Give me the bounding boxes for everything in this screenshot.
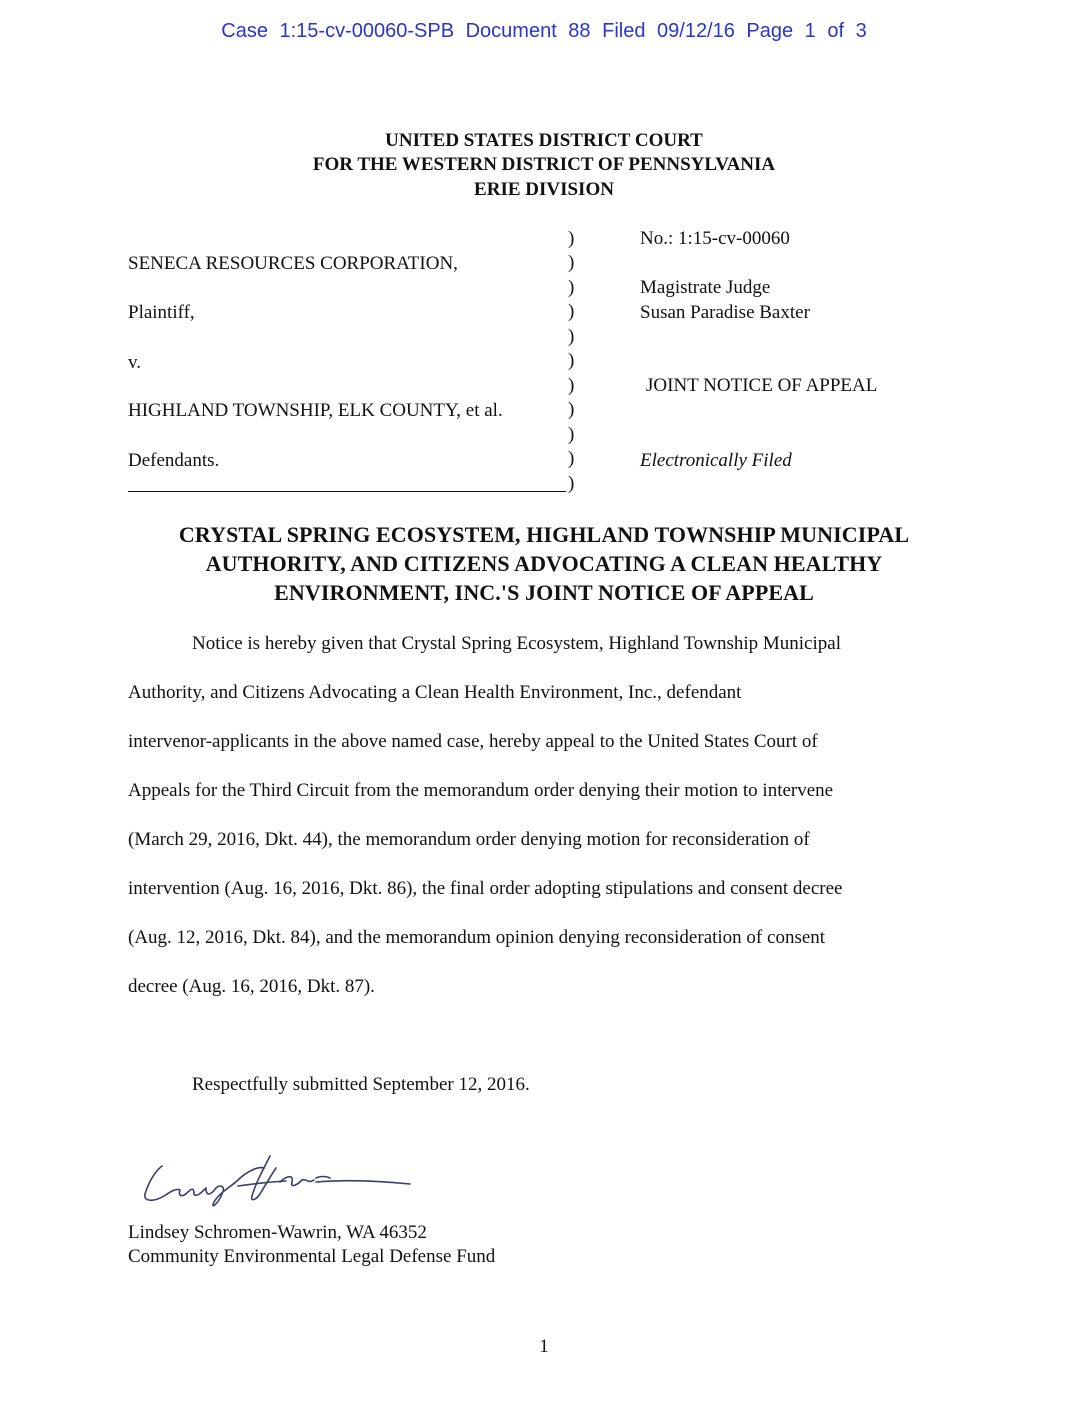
case-header-stamp: Case 1:15-cv-00060-SPB Document 88 Filed 09/12/16 Page 1 of 3 [221, 20, 867, 42]
court-division: ERIE DIVISION [474, 179, 614, 200]
judge-title: Magistrate Judge [640, 277, 771, 298]
body-line: Appeals for the Third Circuit from the memorandum order denying their motion to intervene [128, 780, 834, 801]
page-number: 1 [539, 1336, 549, 1357]
body-line: intervention (Aug. 16, 2016, Dkt. 86), the final order adopting stipulations and consent decree [128, 878, 843, 899]
closing-statement: Respectfully submitted September 12, 2016. [192, 1074, 530, 1095]
signer-name: Lindsey Schromen-Wawrin, WA 46352 [128, 1222, 427, 1243]
caption-paren: ) [568, 350, 575, 371]
body-line: (Aug. 12, 2016, Dkt. 84), and the memorandum opinion denying reconsideration of consent [128, 927, 826, 948]
document-title-line-3: ENVIRONMENT, INC.'S JOINT NOTICE OF APPEAL [274, 580, 814, 605]
caption-paren: ) [568, 277, 575, 298]
caption-paren: ) [568, 448, 575, 469]
signer-organization: Community Environmental Legal Defense Fund [128, 1246, 496, 1267]
body-line: decree (Aug. 16, 2016, Dkt. 87). [128, 976, 375, 997]
judge-name: Susan Paradise Baxter [640, 302, 810, 323]
caption-paren: ) [568, 375, 575, 396]
caption-rule [128, 491, 566, 492]
caption-paren: ) [568, 326, 575, 347]
body-line: Notice is hereby given that Crystal Spring Ecosystem, Highland Township Municipal [192, 633, 841, 654]
caption-paren: ) [568, 252, 575, 273]
document-type: JOINT NOTICE OF APPEAL [646, 375, 878, 396]
caption-paren: ) [568, 424, 575, 445]
body-line: intervenor-applicants in the above named case, hereby appeal to the United States Court of [128, 731, 818, 752]
caption-paren: ) [568, 228, 575, 249]
plaintiff-role: Plaintiff, [128, 302, 195, 323]
caption-paren: ) [568, 301, 575, 322]
handwritten-signature [140, 1150, 430, 1220]
versus-label: v. [128, 352, 142, 373]
court-district: FOR THE WESTERN DISTRICT OF PENNSYLVANIA [312, 154, 776, 175]
caption-paren: ) [568, 473, 575, 494]
case-number: No.: 1:15-cv-00060 [640, 228, 790, 249]
body-line: (March 29, 2016, Dkt. 44), the memorandum order denying motion for reconsideration of [128, 829, 810, 850]
defendant-role: Defendants. [128, 450, 220, 471]
filing-note: Electronically Filed [640, 450, 792, 471]
plaintiff-name: SENECA RESOURCES CORPORATION, [128, 253, 458, 274]
court-name: UNITED STATES DISTRICT COURT [385, 130, 703, 151]
caption-paren: ) [568, 399, 575, 420]
defendant-name: HIGHLAND TOWNSHIP, ELK COUNTY, et al. [128, 400, 503, 421]
document-title-line-1: CRYSTAL SPRING ECOSYSTEM, HIGHLAND TOWNSHIP MUNICIPAL [178, 522, 910, 547]
body-line: Authority, and Citizens Advocating a Clean Health Environment, Inc., defendant [128, 682, 742, 703]
document-title-line-2: AUTHORITY, AND CITIZENS ADVOCATING A CLEAN HEALTHY [205, 551, 883, 576]
